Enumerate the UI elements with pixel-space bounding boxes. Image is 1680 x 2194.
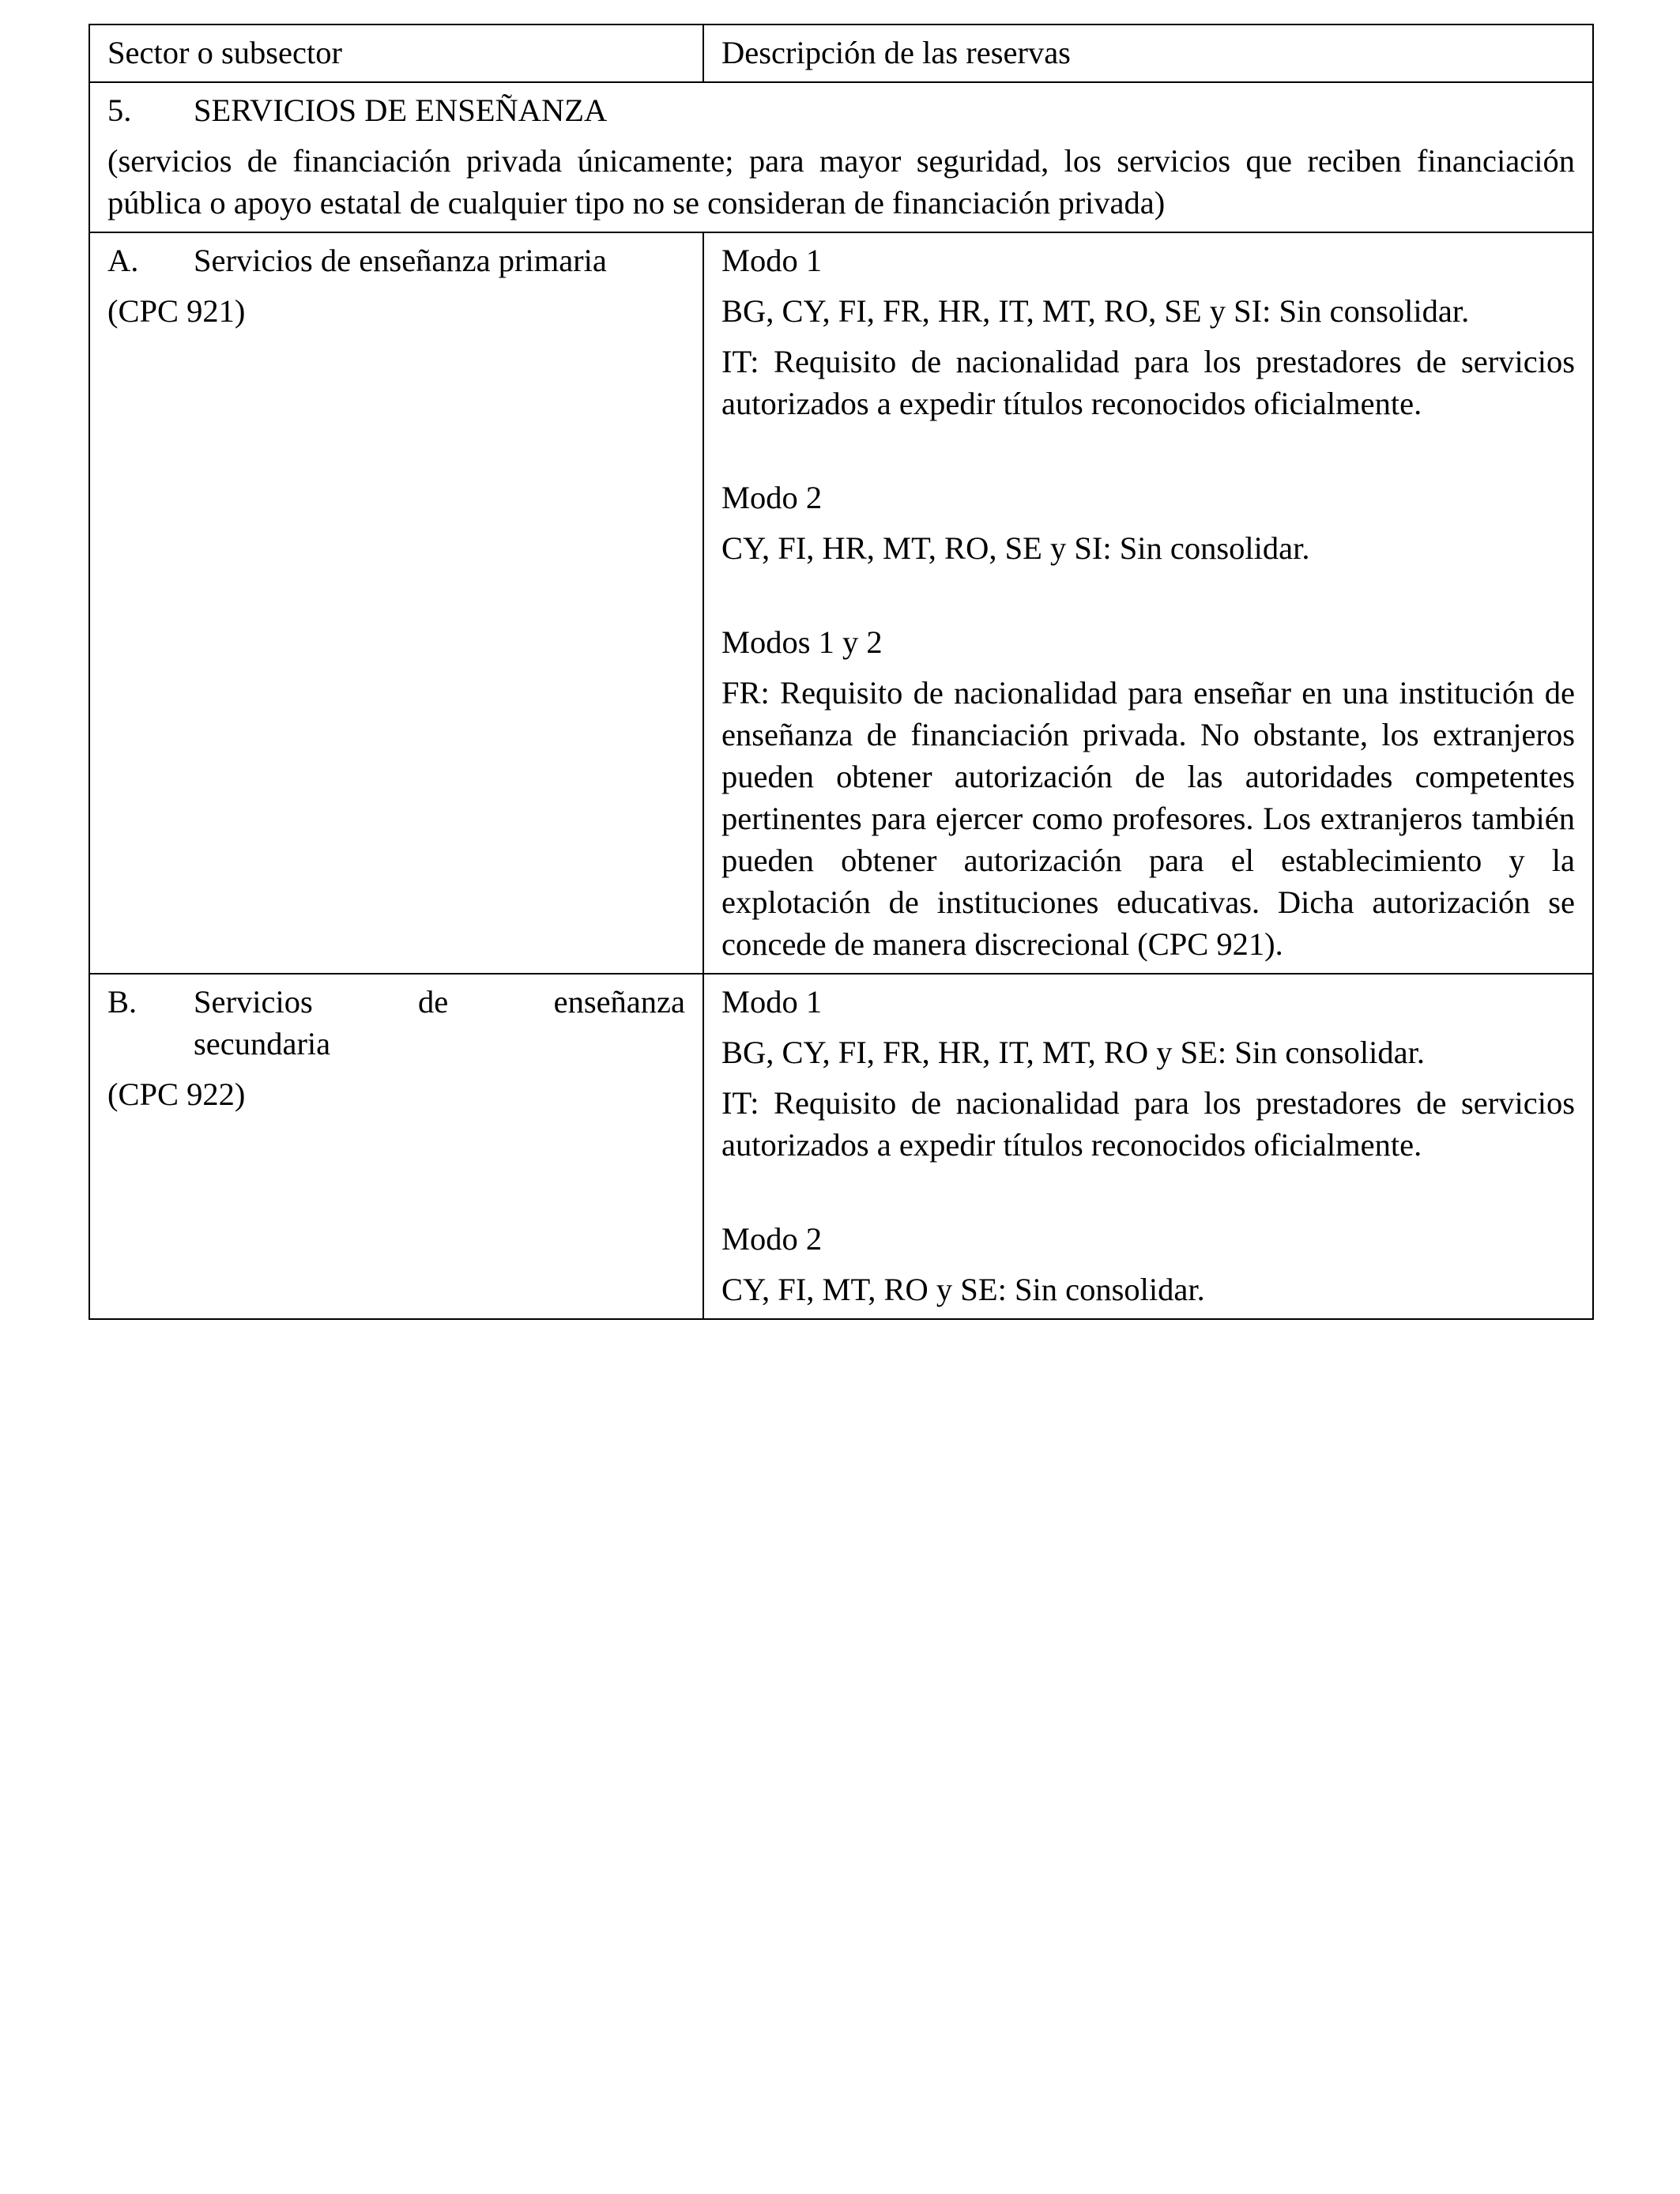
table-row [89,232,1593,974]
header-description: Descripción de las reservas [703,25,1593,82]
page-sheet [89,24,1592,1320]
mode-2-title: Modo 2 [721,1221,823,1257]
section-note: (servicios de financiación privada únicamente; para mayor seguridad, los servicios que reciben financiación pública o apoyo estatal de cualquier tipo no se consideran de financiación privada) [107,143,1575,221]
modes-1-2-reservation: FR: Requisito de nacionalidad para enseñar en una institución de enseñanza de financiación privada. No obstante, los extranjeros pueden obtener autorización de las autoridades competentes pertinentes para ejercer como profesores. Los extranjeros también pueden obtener autorización para el establecimiento y la explotación de instituciones educativas. Dicha autorización se concede de manera discrecional (CPC 921). [721,675,1575,962]
mode-1-title: Modo 1 [721,243,823,278]
subsector-letter: B. [107,984,137,1020]
mode-2-title: Modo 2 [721,480,823,515]
modes-1-2-title: Modos 1 y 2 [721,624,883,660]
mode-2-reservation: CY, FI, HR, MT, RO, SE y SI: Sin consolidar. [721,530,1310,566]
cpc-code: (CPC 922) [107,1076,246,1112]
section-cell [89,82,1593,232]
mode-1-it-requirement: IT: Requisito de nacionalidad para los prestadores de servicios autorizados a expedir títulos reconocidos oficialmente. [721,1085,1575,1163]
subsector-cell-b [89,974,703,1319]
table-row [89,974,1593,1319]
subsector-cell-a [89,232,703,974]
cpc-code: (CPC 921) [107,293,246,329]
table-header-row [89,25,1593,82]
subsector-name-line-2: secundaria [194,1026,331,1061]
reservations-table [89,24,1594,1320]
mode-1-it-requirement: IT: Requisito de nacionalidad para los prestadores de servicios autorizados a expedir títulos reconocidos oficialmente. [721,344,1575,421]
subsector-letter: A. [107,243,139,278]
section-heading [107,89,1575,131]
subsector-name: Servicios de enseñanza primaria [194,243,607,278]
header-sector: Sector o subsector [89,25,703,82]
mode-1-title: Modo 1 [721,984,823,1020]
description-cell-b [703,974,1593,1319]
subsector-name [194,981,685,1065]
description-cell-a [703,232,1593,974]
subsector-heading-a [107,239,685,281]
mode-1-reservation: BG, CY, FI, FR, HR, IT, MT, RO, SE y SI: Sin consolidar. [721,293,1470,329]
subsector-heading-b [107,981,685,1065]
section-title: SERVICIOS DE ENSEÑANZA [194,92,608,128]
mode-2-reservation: CY, FI, MT, RO y SE: Sin consolidar. [721,1272,1205,1307]
section-number: 5. [107,92,132,128]
mode-1-reservation: BG, CY, FI, FR, HR, IT, MT, RO y SE: Sin consolidar. [721,1035,1425,1070]
section-row [89,82,1593,232]
subsector-name-line-1: Servicios de enseñanza [194,984,685,1020]
